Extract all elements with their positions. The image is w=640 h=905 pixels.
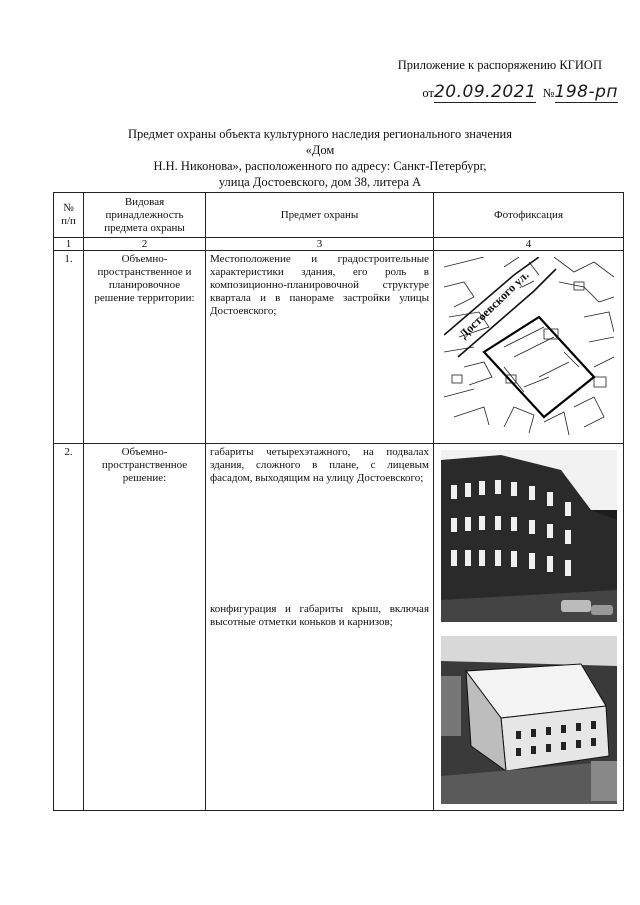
- appendix-caption: Приложение к распоряжению КГИОП: [397, 58, 602, 72]
- title-line-3: улица Достоевского, дом 38, литера А: [218, 175, 422, 189]
- map-street-label: Достоевского ул.: [455, 267, 531, 342]
- col-number-4: 4: [434, 238, 624, 251]
- order-reference: [422, 82, 618, 103]
- aerial-roof-photo-image: [441, 636, 617, 804]
- facade-photo-image: [441, 450, 617, 622]
- photo-cell: [434, 251, 624, 444]
- header-no: № п/п: [54, 193, 84, 238]
- document-title: [118, 126, 522, 190]
- row-no: 1.: [54, 251, 84, 444]
- order-date: 20.09.2021: [433, 82, 537, 102]
- row-subject: Местоположение и градостроительные характеристики здания, его роль в композиционно-планировочной структуре квартала и в панораме застройки улицы Достоевского;: [206, 251, 434, 444]
- header-subject: Предмет охраны: [206, 193, 434, 238]
- row-subject-cell: [206, 444, 434, 811]
- col-number-1: 1: [54, 238, 84, 251]
- number-prefix: №: [542, 86, 555, 100]
- row-subject: габариты четырехэтажного, на подвалах здания, сложного в плане, с лицевым фасадом, выходящим на улицу Достоевского;: [210, 446, 429, 484]
- row-subject: конфигурация и габариты крыш, включая высотные отметки коньков и карнизов;: [210, 603, 429, 628]
- row-no: 2.: [54, 444, 84, 811]
- row-type: Объемно-пространственное и планировочное решение территории:: [84, 251, 206, 444]
- row-type: Объемно-пространственное решение:: [84, 444, 206, 811]
- title-line-2: Н.Н. Никонова», расположенного по адресу: Санкт-Петербург,: [153, 159, 487, 173]
- header-row: [54, 193, 624, 238]
- table-row: [54, 444, 624, 811]
- date-prefix: от: [422, 86, 434, 100]
- title-line-1: Предмет охраны объекта культурного наследия регионального значения «Дом: [127, 127, 512, 157]
- protection-subject-table: [53, 192, 624, 811]
- header-photo: Фотофиксация: [434, 193, 624, 238]
- col-number-3: 3: [206, 238, 434, 251]
- col-number-2: 2: [84, 238, 206, 251]
- order-number: 198-рп: [554, 82, 618, 102]
- spacer: [210, 485, 429, 603]
- table-row: [54, 251, 624, 444]
- photo-cell: [434, 444, 624, 811]
- header-type: Видовая принадлежность предмета охраны: [84, 193, 206, 238]
- site-plan-map-image: [444, 257, 614, 437]
- column-number-row: [54, 238, 624, 251]
